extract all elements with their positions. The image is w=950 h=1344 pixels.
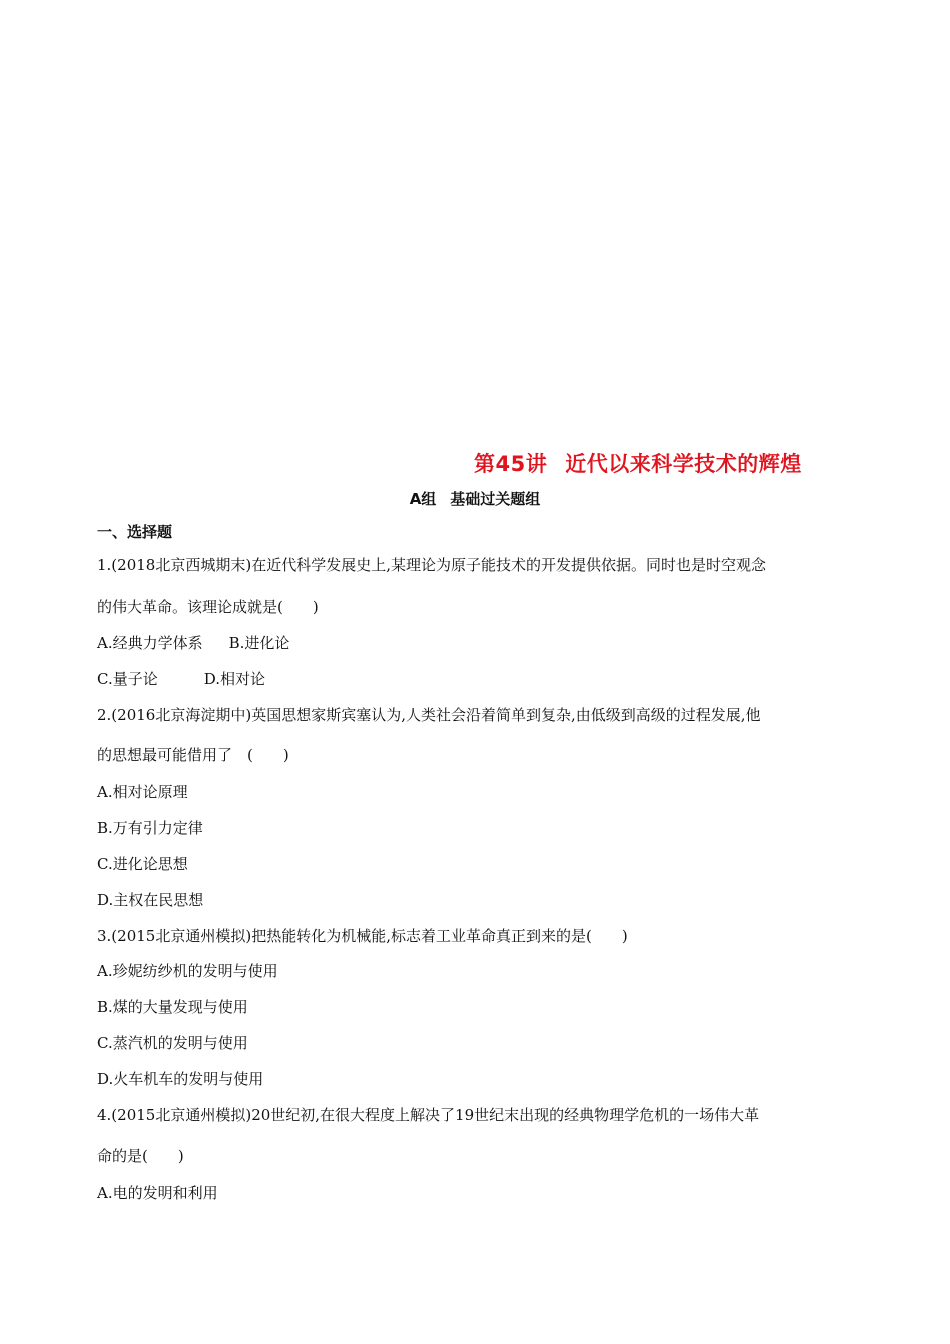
question-4-option-a: A.电的发明和利用: [97, 1184, 218, 1202]
question-1-stem-line-2: 的伟大革命。该理论成就是( ): [97, 598, 319, 616]
question-2-option-c: C.进化论思想: [97, 855, 188, 873]
question-3-option-c: C.蒸汽机的发明与使用: [97, 1034, 248, 1052]
question-1-option-d: D.相对论: [203, 670, 265, 688]
question-1-option-c: C.量子论: [97, 670, 158, 688]
question-3-option-b: B.煤的大量发现与使用: [97, 998, 248, 1016]
group-heading: [0, 488, 950, 509]
question-2-option-d: D.主权在民思想: [97, 891, 204, 909]
question-1-options-row-2: [97, 669, 265, 689]
question-3-option-a: A.珍妮纺纱机的发明与使用: [97, 962, 278, 980]
question-2-option-a: A.相对论原理: [97, 783, 188, 801]
question-2-stem-line-2: 的思想最可能借用了 ( ): [97, 746, 289, 764]
question-3-stem-line-1: 3.(2015北京通州模拟)把热能转化为机械能,标志着工业革命真正到来的是( ): [97, 927, 628, 945]
group-name: 基础过关题组: [450, 490, 541, 508]
question-1-options-row-1: [97, 633, 289, 653]
question-4-stem-line-1: 4.(2015北京通州模拟)20世纪初,在很大程度上解决了19世纪末出现的经典物理学危机的一场伟大革: [97, 1106, 760, 1124]
question-3-option-d: D.火车机车的发明与使用: [97, 1070, 264, 1088]
lecture-topic: 近代以来科学技术的辉煌: [565, 452, 802, 476]
section-heading: 一、选择题: [97, 523, 173, 541]
page-title: [474, 448, 802, 478]
group-label: A组: [409, 490, 437, 508]
question-2-option-b: B.万有引力定律: [97, 819, 203, 837]
lecture-number: 第45讲: [474, 452, 548, 476]
question-1-option-b: B.进化论: [228, 634, 290, 652]
question-2-stem-line-1: 2.(2016北京海淀期中)英国思想家斯宾塞认为,人类社会沿着简单到复杂,由低级到高级的过程发展,他: [97, 706, 761, 724]
question-4-stem-line-2: 命的是( ): [97, 1147, 184, 1165]
question-1-option-a: A.经典力学体系: [97, 634, 203, 652]
question-1-stem-line-1: 1.(2018北京西城期末)在近代科学发展史上,某理论为原子能技术的开发提供依据。同时也是时空观念: [97, 556, 766, 574]
